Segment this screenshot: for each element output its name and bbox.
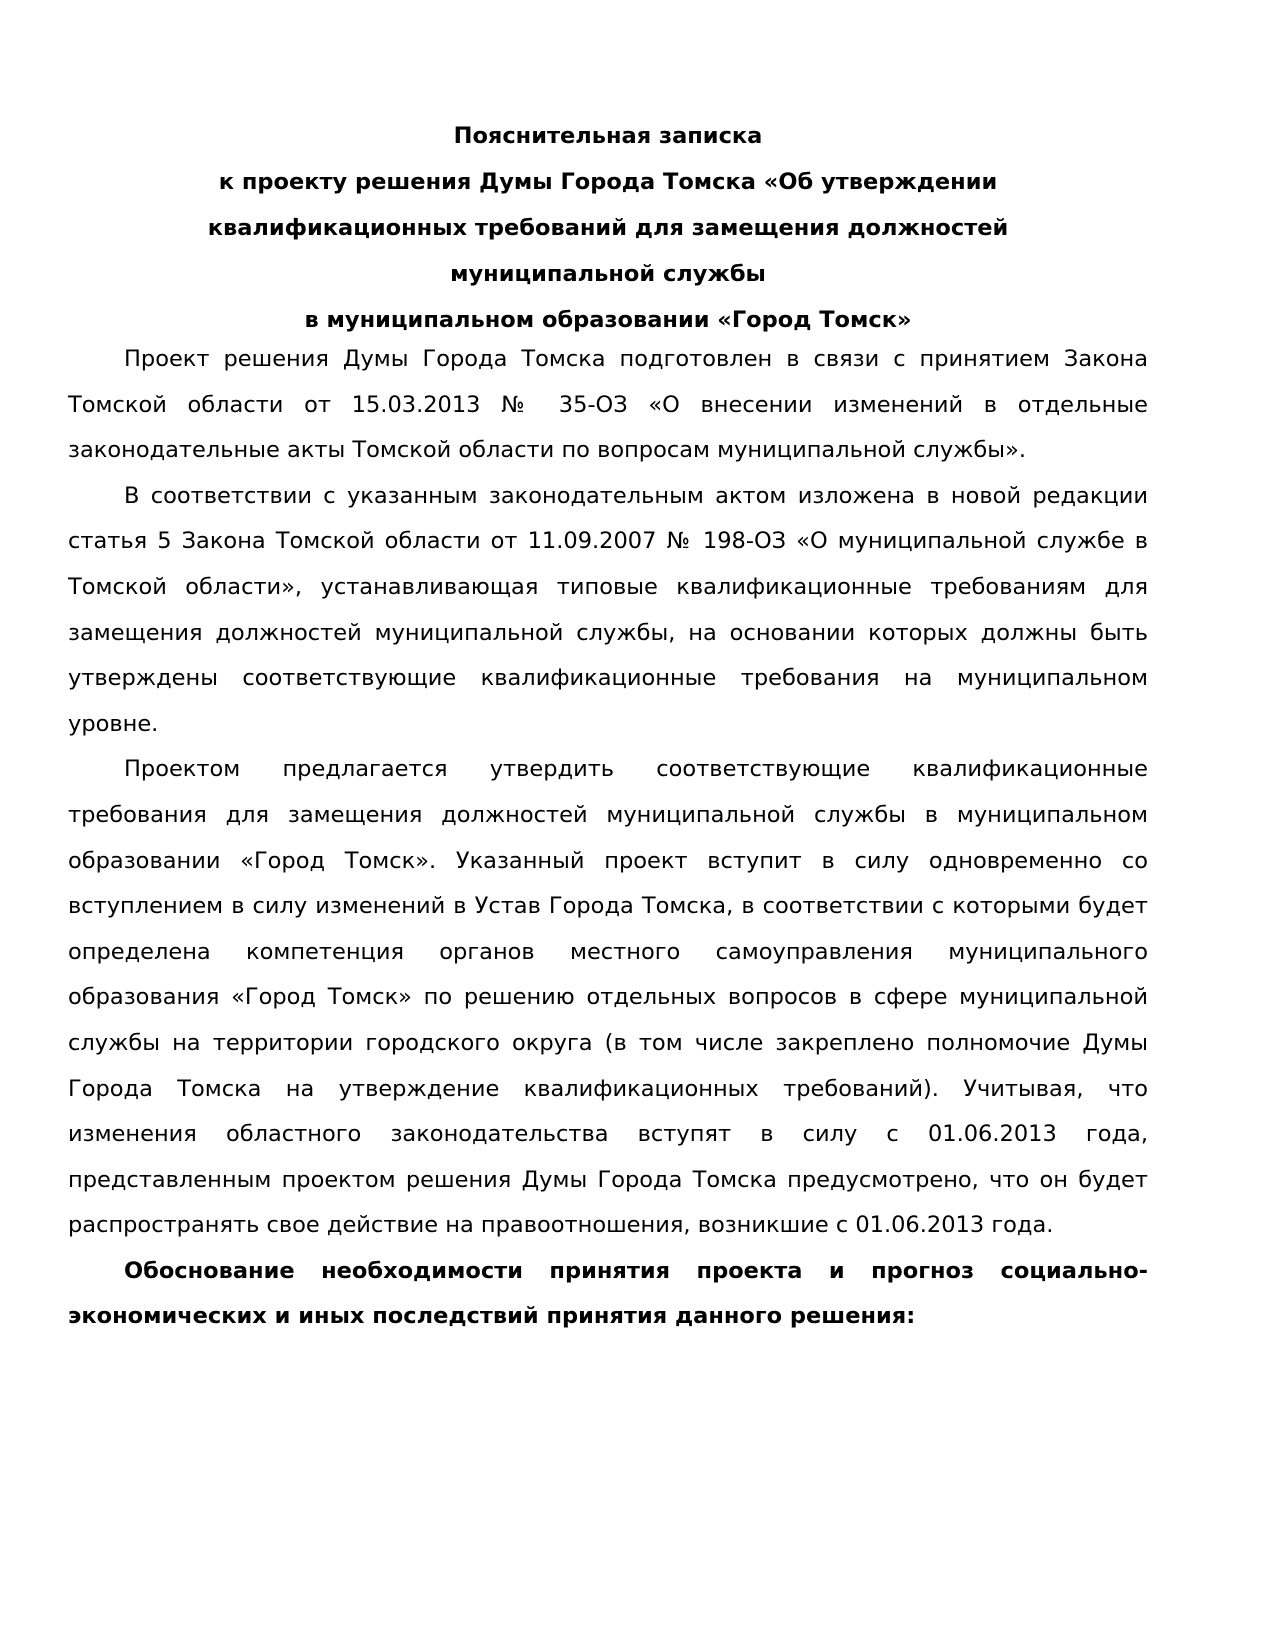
title-line: муниципальной службы <box>450 261 766 287</box>
paragraph: В соответствии с указанным законодательным актом изложена в новой редакции статья 5 Закона Томской области от 11.09.2007 № 198-ОЗ «О муниципальной службе в Томской области», устанавливающая типовые квалификационные требованиям для замещения должностей муниципальной службы, на основании которых должны быть утверждены соответствующие квалификационные требования на муниципальном уровне. <box>68 482 1148 737</box>
section-heading: Обоснование необходимости принятия проекта и прогноз социально-экономических и иных последствий принятия данного решения: <box>68 1257 1148 1330</box>
document-body <box>68 337 1148 1340</box>
paragraph: Проектом предлагается утвердить соответствующие квалификационные требования для замещения должностей муниципальной службы в муниципальном образовании «Город Томск». Указанный проект вступит в силу одновременно со вступлением в силу изменений в Устав Города Томска, в соответствии с которыми будет определена компетенция органов местного самоуправления муниципального образования «Город Томск» по решению отдельных вопросов в сфере муниципальной службы на территории городского округа (в том числе закреплено полномочие Думы Города Томска на утверждение квалификационных требований). Учитывая, что изменения областного законодательства вступят в силу с 01.06.2013 года, представленным проектом решения Думы Города Томска предусмотрено, что он будет распространять свое действие на правоотношения, возникшие с 01.06.2013 года. <box>68 756 1148 1239</box>
paragraph: Проект решения Думы Города Томска подготовлен в связи с принятием Закона Томской области от 15.03.2013 № 35-ОЗ «О внесении изменений в отдельные законодательные акты Томской области по вопросам муниципальной службы». <box>68 346 1148 464</box>
title-line: квалификационных требований для замещения должностей <box>207 215 1009 241</box>
title-line: к проекту решения Думы Города Томска «Об утверждении <box>218 169 998 195</box>
title-line: в муниципальном образовании «Город Томск» <box>304 307 912 333</box>
document-title <box>68 113 1148 343</box>
title-line: Пояснительная записка <box>453 123 763 149</box>
